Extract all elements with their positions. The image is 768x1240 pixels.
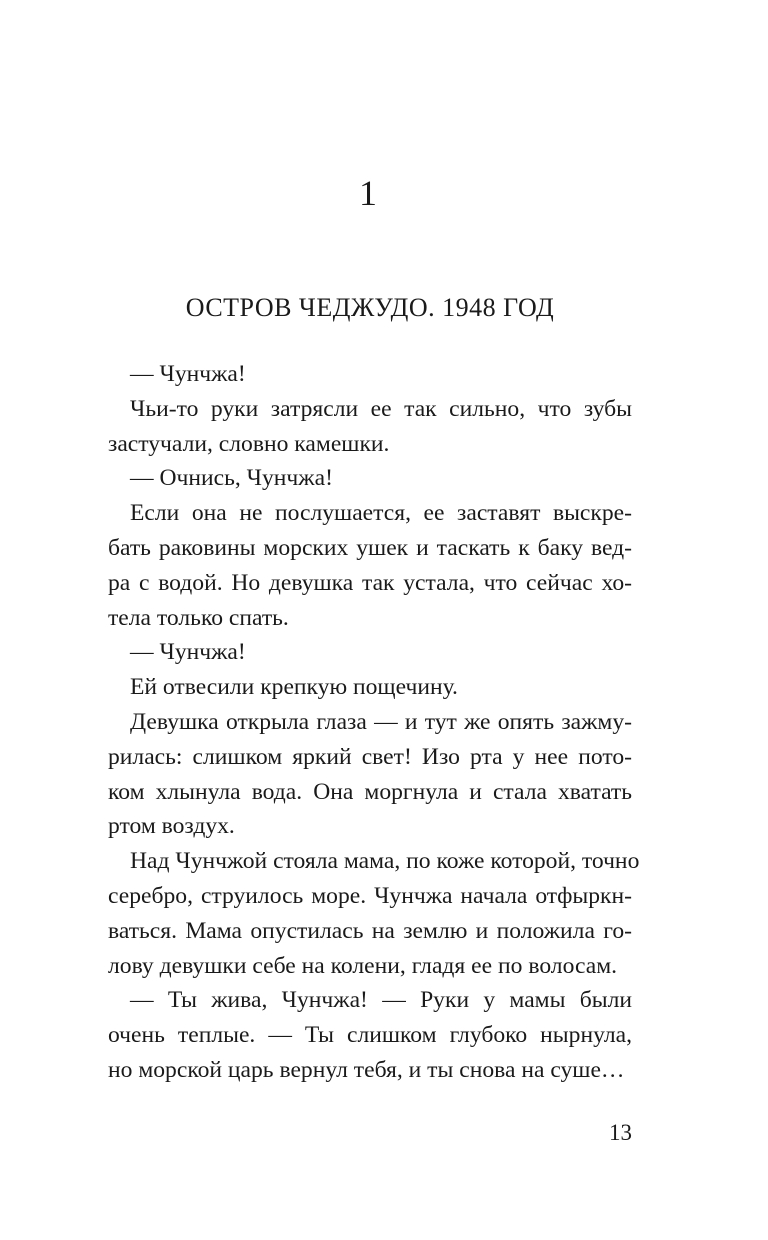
- chapter-title: ОСТРОВ ЧЕДЖУДО. 1948 ГОД: [185, 293, 555, 322]
- chapter-body-text: [108, 357, 640, 1088]
- text-line: — Чунчжа!: [130, 639, 246, 666]
- text-line: застучали, словно камешки.: [108, 430, 390, 457]
- paragraph: [108, 496, 632, 635]
- text-line: — Чунчжа!: [130, 361, 246, 387]
- text-line: бать раковины морских ушек и таскать к баку вед-: [108, 534, 632, 561]
- text-line: Девушка открыла глаза — и тут же опять зажму-: [130, 708, 632, 735]
- paragraph: [108, 635, 632, 670]
- text-line: Над Чунчжой стояла мама, по коже которой, точно: [130, 848, 640, 875]
- page-number: 13: [609, 1120, 632, 1145]
- text-line: Если она не послушается, ее заставят выскре-: [130, 500, 632, 527]
- paragraph: [108, 392, 632, 462]
- text-line: ком хлынула вода. Она моргнула и стала хватать: [108, 778, 632, 805]
- paragraph: [108, 357, 632, 392]
- text-line: — Очнись, Чунчжа!: [130, 465, 333, 492]
- text-line: ваться. Мама опустилась на землю и положила го-: [108, 917, 632, 944]
- paragraph: [108, 670, 632, 705]
- text-line: — Ты жива, Чунчжа! — Руки у мамы были: [130, 987, 632, 1014]
- text-line: тела только спать.: [108, 604, 289, 631]
- text-line: но морской царь вернул тебя, и ты снова на суше…: [108, 1056, 625, 1083]
- paragraph: [108, 844, 640, 983]
- text-line: рилась: слишком яркий свет! Изо рта у нее пото-: [108, 743, 632, 770]
- paragraph: [108, 461, 632, 496]
- text-line: Чьи-то руки затрясли ее так сильно, что зубы: [130, 395, 632, 422]
- text-line: ра с водой. Но девушка так устала, что сейчас хо-: [108, 569, 632, 596]
- text-line: серебро, струилось море. Чунчжа начала отфыркн-: [108, 882, 632, 909]
- chapter-number: 1: [359, 173, 377, 213]
- paragraph: [108, 983, 632, 1087]
- text-line: ртом воздух.: [108, 813, 235, 840]
- paragraph: [108, 705, 632, 844]
- text-line: Ей отвесили крепкую пощечину.: [130, 674, 458, 701]
- text-line: лову девушки себе на колени, гладя ее по волосам.: [108, 952, 618, 979]
- text-line: очень теплые. — Ты слишком глубоко нырнула,: [108, 1022, 632, 1049]
